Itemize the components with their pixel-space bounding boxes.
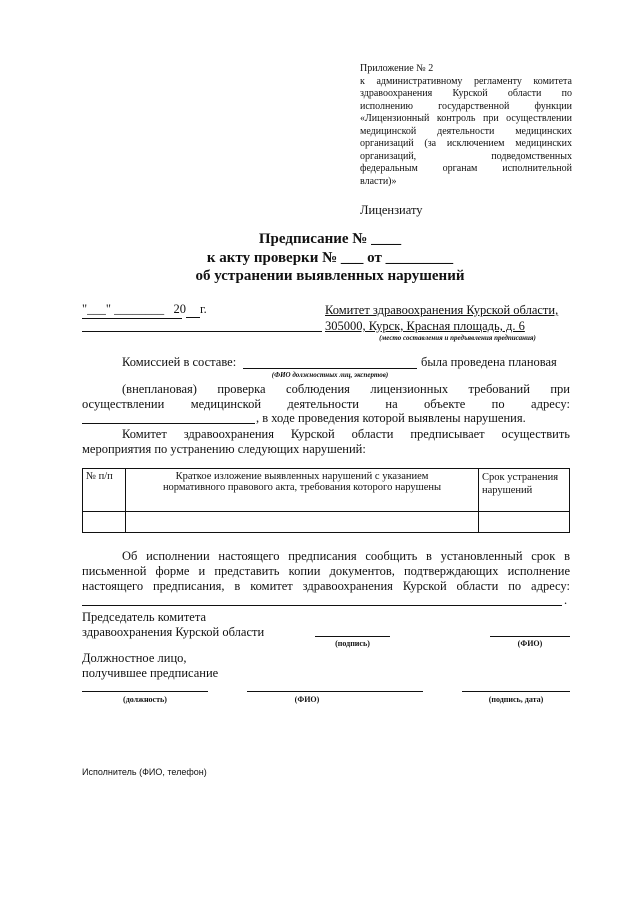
appendix-line: «Лицензионный контроль при осуществлении <box>360 113 572 124</box>
executor-note: Исполнитель (ФИО, телефон) <box>82 767 207 777</box>
date-year-prefix: 20 <box>173 302 186 316</box>
table-header-number: № п/п <box>83 469 126 512</box>
report-line3: настоящего предписания, в комитет здравоохранения Курской области по адресу: <box>82 579 570 593</box>
report-line2: письменной форме и представить копии документов, подтверждающих исполнение <box>82 564 570 578</box>
report-address-blank <box>82 605 562 606</box>
date-month: ________ <box>114 302 165 316</box>
place-block <box>325 302 558 334</box>
official-position-line <box>82 691 208 692</box>
official-cap-sign-date: (подпись, дата) <box>488 695 544 704</box>
appendix-line: медицинской деятельности медицинских <box>360 125 572 137</box>
chairman-name-line <box>490 636 570 637</box>
table-row <box>83 512 570 533</box>
table-header-deadline: Срок устранения нарушений <box>479 469 570 512</box>
address-blank <box>82 423 255 424</box>
table-header-description: Краткое изложение выявленных нарушений с указанием нормативного правового акта, требования которого нарушены <box>126 469 479 512</box>
official-line2: получившее предписание <box>82 666 219 680</box>
table-header-row <box>83 469 570 512</box>
appendix-line: организаций (за исключением медицинских <box>360 138 572 149</box>
commission-prefix: Комиссией в составе: <box>122 355 237 369</box>
appendix-line: к административному регламенту комитета <box>360 75 572 87</box>
appendix-line: федеральным органам исполнительной <box>360 163 572 174</box>
official-cap-position: (должность) <box>123 695 167 704</box>
date-field <box>82 302 207 318</box>
commission-line2: (внеплановая) проверка соблюдения лицензионных требований при <box>122 382 570 396</box>
date-underline <box>82 318 182 319</box>
official-cap-name: (ФИО) <box>294 695 320 704</box>
official-name-line <box>247 691 423 692</box>
prescription-line1: Комитет здравоохранения Курской области предписывает осуществить <box>122 427 570 441</box>
place-left-rule <box>82 331 322 332</box>
place-line: 305000, Курск, Красная площадь, д. 6 <box>325 319 525 333</box>
place-caption: (место составления и предъявления предписания) <box>379 334 536 342</box>
chairman-cap-sign: (подпись) <box>335 639 370 648</box>
chairman-line2: здравоохранения Курской области <box>82 625 265 639</box>
appendix-line: здравоохранения Курской области по <box>360 88 572 99</box>
year-blank <box>186 302 200 318</box>
place-line: Комитет здравоохранения Курской области, <box>325 303 559 317</box>
date-day: "___" <box>82 302 111 316</box>
appendix-line: Приложение № 2 <box>360 63 434 74</box>
table-cell[interactable] <box>479 512 570 533</box>
title-act-ref: к акту проверки № ___ от _________ <box>206 250 454 266</box>
title-subject: об устранении выявленных нарушений <box>195 268 465 284</box>
appendix-line: организаций, подведомственных <box>360 150 572 162</box>
report-end: . <box>564 593 568 607</box>
report-line1: Об исполнении настоящего предписания сообщить в установленный срок в <box>122 549 570 563</box>
table-cell[interactable] <box>83 512 126 533</box>
chairman-line1: Председатель комитета <box>82 610 206 624</box>
commission-line4: , в ходе проведения которой выявлены нарушения. <box>256 411 526 425</box>
table-cell[interactable] <box>126 512 479 533</box>
appendix-line: власти)» <box>360 175 397 187</box>
appendix-block <box>360 63 572 188</box>
chairman-cap-name: (ФИО) <box>517 639 543 648</box>
violations-table <box>82 468 570 533</box>
commission-caption: (ФИО должностных лиц, экспертов) <box>271 371 389 379</box>
commission-suffix: была проведена плановая <box>421 355 557 369</box>
official-sign-line <box>462 691 570 692</box>
appendix-line: исполнению государственной функции <box>360 100 572 112</box>
commission-blank <box>243 368 417 369</box>
title-prescription: Предписание № ____ <box>258 231 402 247</box>
date-year-suffix: г. <box>199 302 207 316</box>
prescription-line2: мероприятия по устранению следующих нарушений: <box>82 442 366 456</box>
commission-line3: осуществлении медицинской деятельности на объекте по адресу: <box>82 397 570 411</box>
official-line1: Должностное лицо, <box>82 651 187 665</box>
licensee-label: Лицензиату <box>360 203 423 217</box>
chairman-sign-line <box>315 636 390 637</box>
